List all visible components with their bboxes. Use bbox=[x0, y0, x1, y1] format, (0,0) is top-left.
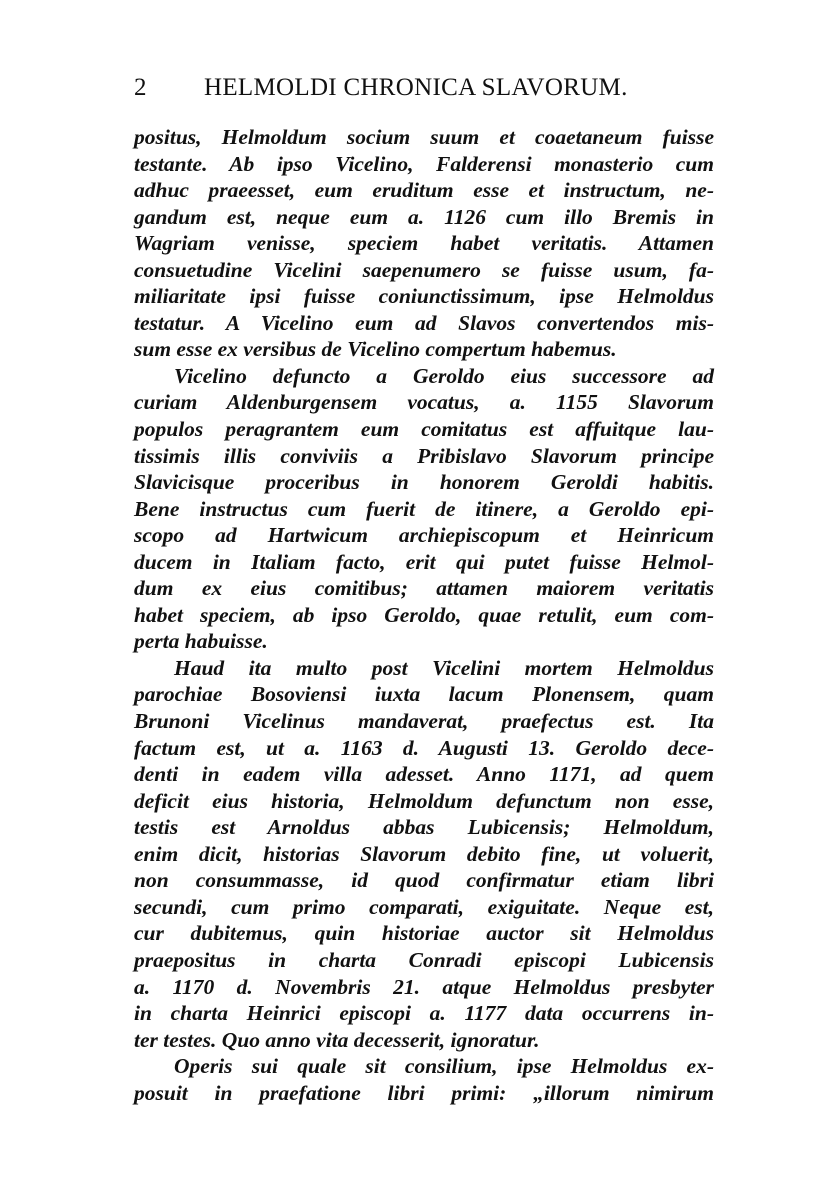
text-line: dum ex eius comitibus; attamen maiorem veritatis bbox=[134, 576, 714, 601]
text-line: adhuc praeesset, eum eruditum esse et instructum, ne- bbox=[134, 178, 714, 203]
text-line: enim dicit, historias Slavorum debito fine, ut voluerit, bbox=[134, 841, 714, 866]
text-line: non consummasse, id quod confirmatur etiam libri bbox=[134, 868, 714, 893]
text-line: ter testes. Quo anno vita decesserit, ignoratur. bbox=[134, 1027, 540, 1052]
text-line: populos peragrantem eum comitatus est affuitque lau- bbox=[134, 417, 714, 442]
text-line: testatur. A Vicelino eum ad Slavos convertendos mis- bbox=[134, 310, 714, 335]
body-text bbox=[134, 124, 714, 1106]
text-line: consuetudine Vicelini saepenumero se fuisse usum, fa- bbox=[134, 257, 714, 282]
text-line: curiam Aldenburgensem vocatus, a. 1155 Slavorum bbox=[134, 390, 714, 415]
text-line: denti in eadem villa adesset. Anno 1171, ad quem bbox=[134, 762, 714, 787]
text-line: tissimis illis conviviis a Pribislavo Slavorum principe bbox=[134, 443, 714, 468]
text-line: ducem in Italiam facto, erit qui putet fuisse Helmol- bbox=[134, 549, 714, 574]
text-line: in charta Heinrici episcopi a. 1177 data occurrens in- bbox=[134, 1001, 714, 1026]
text-line: praepositus in charta Conradi episcopi Lubicensis bbox=[134, 947, 714, 972]
page-header bbox=[134, 74, 714, 106]
text-line: deficit eius historia, Helmoldum defunctum non esse, bbox=[134, 788, 714, 813]
running-title: HELMOLDI CHRONICA SLAVORUM. bbox=[204, 74, 628, 101]
text-line: Brunoni Vicelinus mandaverat, praefectus est. Ita bbox=[134, 709, 714, 734]
text-line: miliaritate ipsi fuisse coniunctissimum, ipse Helmoldus bbox=[134, 284, 714, 309]
text-line: factum est, ut a. 1163 d. Augusti 13. Geroldo dece- bbox=[134, 735, 714, 760]
text-line: perta habuisse. bbox=[134, 629, 268, 654]
text-line: Haud ita multo post Vicelini mortem Helmoldus bbox=[174, 655, 714, 680]
text-line: testis est Arnoldus abbas Lubicensis; Helmoldum, bbox=[134, 815, 714, 840]
text-line: Wagriam venisse, speciem habet veritatis. Attamen bbox=[134, 231, 714, 256]
text-line: cur dubitemus, quin historiae auctor sit Helmoldus bbox=[134, 921, 714, 946]
text-line: Operis sui quale sit consilium, ipse Helmoldus ex- bbox=[174, 1054, 714, 1079]
text-line: positus, Helmoldum socium suum et coaetaneum fuisse bbox=[134, 125, 714, 149]
text-line: gandum est, neque eum a. 1126 cum illo Bremis in bbox=[134, 204, 714, 229]
text-line: a. 1170 d. Novembris 21. atque Helmoldus presbyter bbox=[134, 974, 714, 999]
text-line: Vicelino defuncto a Geroldo eius successore ad bbox=[174, 363, 714, 388]
text-line: scopo ad Hartwicum archiepiscopum et Heinricum bbox=[134, 523, 714, 548]
page-number: 2 bbox=[134, 74, 147, 101]
text-line: secundi, cum primo comparati, exiguitate. Neque est, bbox=[134, 894, 714, 919]
text-line: habet speciem, ab ipso Geroldo, quae retulit, eum com- bbox=[134, 602, 714, 627]
text-line: posuit in praefatione libri primi: „illorum nimirum bbox=[134, 1080, 714, 1105]
text-line: testante. Ab ipso Vicelino, Falderensi monasterio cum bbox=[134, 151, 714, 176]
text-line: Bene instructus cum fuerit de itinere, a Geroldo epi- bbox=[134, 496, 714, 521]
text-line: parochiae Bosoviensi iuxta lacum Plonensem, quam bbox=[134, 682, 714, 707]
text-line: Slavicisque proceribus in honorem Geroldi habitis. bbox=[134, 470, 714, 495]
text-line: sum esse ex versibus de Vicelino compertum habemus. bbox=[134, 337, 617, 362]
